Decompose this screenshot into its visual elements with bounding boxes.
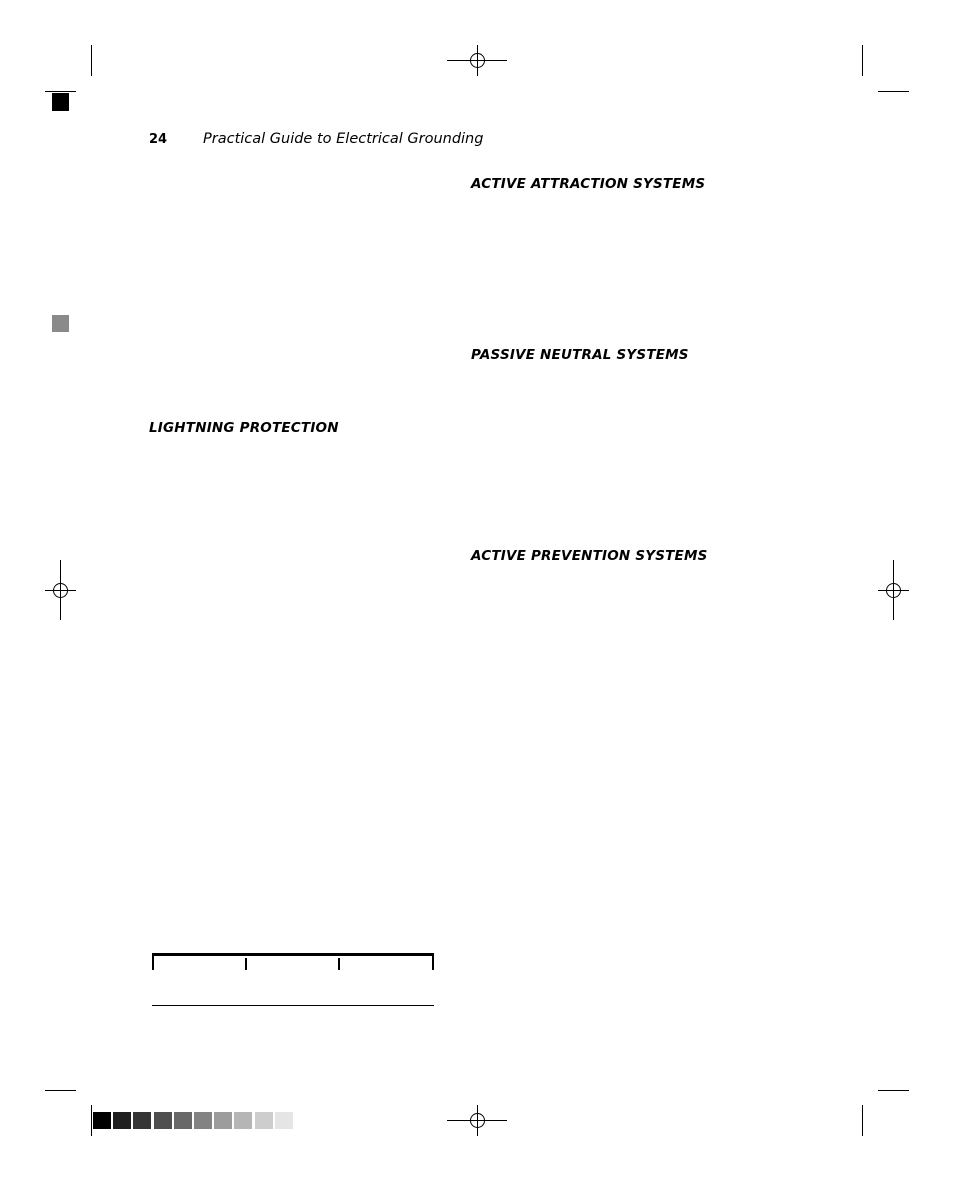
running-title: Practical Guide to Electrical Grounding — [203, 131, 484, 147]
crop-mark-bottom-left-horizontal — [45, 1090, 76, 1091]
crop-mark-bottom-left-vertical — [91, 1105, 92, 1136]
table-top-rule — [152, 953, 434, 956]
color-bar-swatch — [214, 1112, 232, 1129]
table-column-tick-1 — [245, 958, 247, 970]
color-bar-swatch — [234, 1112, 252, 1129]
table-bottom-rule — [152, 1005, 434, 1006]
crop-mark-bottom-right-vertical — [862, 1105, 863, 1136]
table-column-tick-right — [432, 953, 434, 970]
black-edge-tab — [52, 93, 69, 111]
table-column-tick-2 — [338, 958, 340, 970]
heading-passive-neutral-systems: PASSIVE NEUTRAL SYSTEMS — [471, 347, 689, 363]
crop-mark-top-left-horizontal — [45, 91, 76, 92]
color-bar-swatch — [194, 1112, 212, 1129]
crop-mark-top-right-horizontal — [878, 91, 909, 92]
heading-lightning-protection: LIGHTNING PROTECTION — [149, 420, 339, 436]
color-bar-swatch — [113, 1112, 131, 1129]
heading-active-prevention-systems: ACTIVE PREVENTION SYSTEMS — [471, 548, 708, 564]
table-column-tick-left — [152, 953, 154, 970]
crop-mark-top-right-vertical — [862, 45, 863, 76]
gray-edge-tab — [52, 315, 69, 332]
color-bar-swatch — [275, 1112, 293, 1129]
heading-active-attraction-systems: ACTIVE ATTRACTION SYSTEMS — [471, 176, 706, 192]
color-bar-swatch — [133, 1112, 151, 1129]
crop-mark-bottom-right-horizontal — [878, 1090, 909, 1091]
crop-mark-top-left-vertical — [91, 45, 92, 76]
color-bar-swatch — [255, 1112, 273, 1129]
color-bar-swatch — [93, 1112, 111, 1129]
color-bar-swatch — [154, 1112, 172, 1129]
color-bar-swatch — [174, 1112, 192, 1129]
page-number: 24 — [149, 132, 168, 147]
